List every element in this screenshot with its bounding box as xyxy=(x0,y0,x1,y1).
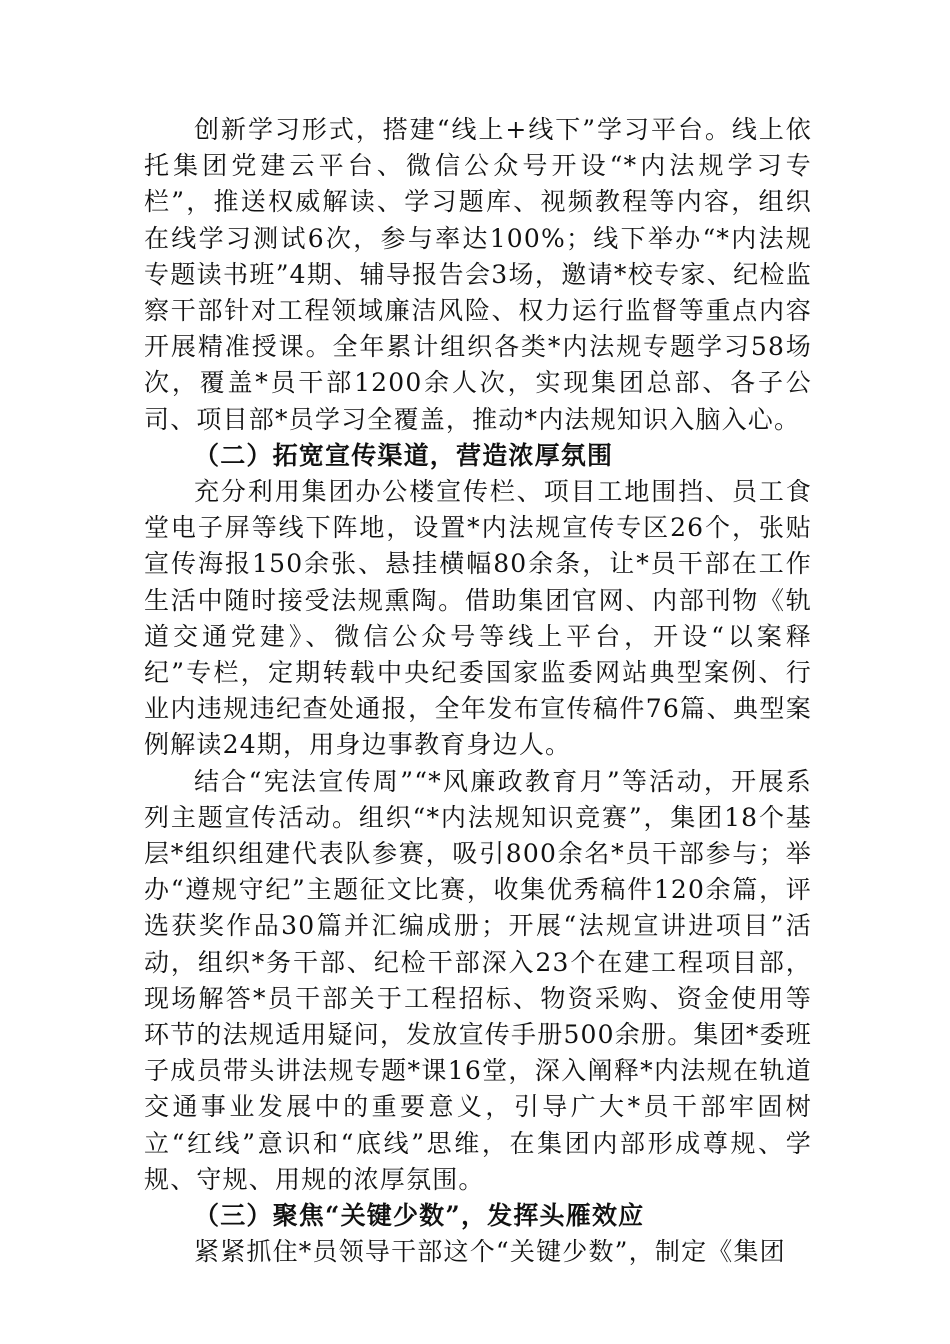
document-body xyxy=(144,112,812,1271)
paragraph-learning-forms: 创新学习形式，搭建“线上+线下”学习平台。线上依托集团党建云平台、微信公众号开设“*内法规学习专栏”，推送权威解读、学习题库、视频教程等内容，组织在线学习测试6次，参与率达100%；线下举办“*内法规专题读书班”4期、辅导报告会3场，邀请*校专家、纪检监察干部针对工程领域廉洁风险、权力运行监督等重点内容开展精准授课。全年累计组织各类*内法规专题学习58场次，覆盖*员干部1200余人次，实现集团总部、各子公司、项目部*员学习全覆盖，推动*内法规知识入脑入心。 xyxy=(144,115,812,434)
paragraph-theme-activities: 结合“宪法宣传周”“*风廉政教育月”等活动，开展系列主题宣传活动。组织“*内法规知识竞赛”，集团18个基层*组织组建代表队参赛，吸引800余名*员干部参与；举办“遵规守纪”主题征文比赛，收集优秀稿件120余篇，评选获奖作品30篇并汇编成册；开展“法规宣讲进项目”活动，组织*务干部、纪检干部深入23个在建工程项目部，现场解答*员干部关于工程招标、物资采购、资金使用等环节的法规适用疑问，发放宣传手册500余册。集团*委班子成员带头讲法规专题*课16堂，深入阐释*内法规在轨道交通事业发展中的重要意义，引导广大*员干部牢固树立“红线”意识和“底线”思维，在集团内部形成尊规、学规、守规、用规的浓厚氛围。 xyxy=(144,766,812,1194)
section-heading-3: （三）聚焦“关键少数”，发挥头雁效应 xyxy=(194,1201,645,1231)
paragraph-publicity-channels: 充分利用集团办公楼宣传栏、项目工地围挡、员工食堂电子屏等线下阵地，设置*内法规宣传专区26个，张贴宣传海报150余张、悬挂横幅80余条，让*员干部在工作生活中随时接受法规熏陶。借助集团官网、内部刊物《轨道交通党建》、微信公众号等线上平台，开设“以案释纪”专栏，定期转载中央纪委国家监委网站典型案例、行业内违规违纪查处通报，全年发布宣传稿件76篇、典型案例解读24期，用身边事教育身边人。 xyxy=(144,477,812,760)
section-heading-2: （二）拓宽宣传渠道，营造浓厚氛围 xyxy=(194,440,614,470)
paragraph-key-minority: 紧紧抓住*员领导干部这个“关键少数”，制定《集团 xyxy=(194,1237,786,1267)
